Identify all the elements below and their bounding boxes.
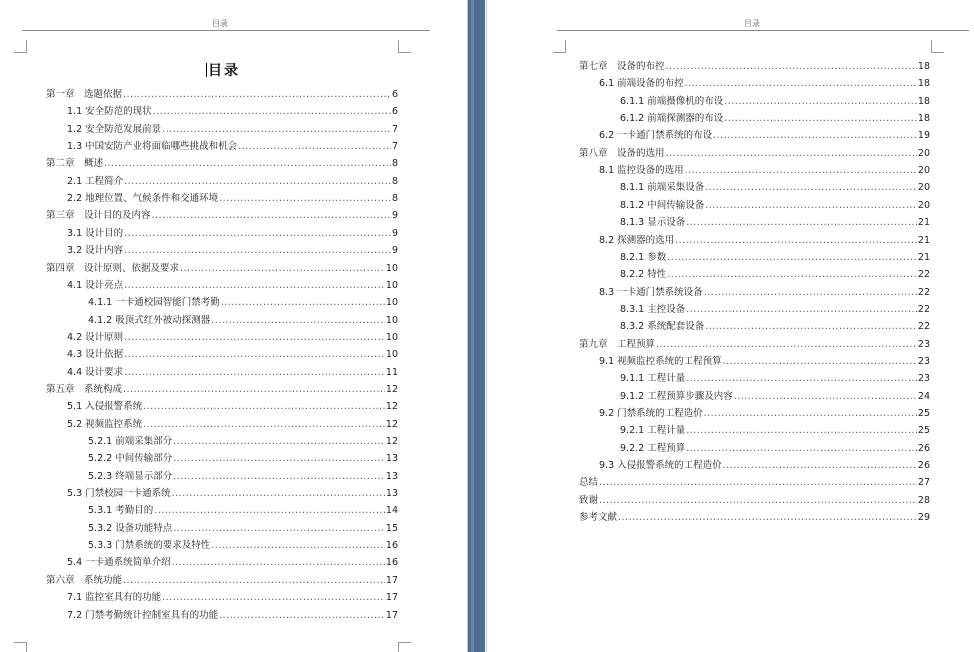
toc-entry-page: 10 <box>385 331 398 343</box>
toc-leader-dots <box>599 493 917 509</box>
toc-entry-page: 20 <box>917 147 930 159</box>
toc-leader-dots <box>686 215 917 231</box>
toc-leader-dots <box>675 233 917 249</box>
toc-entry[interactable] <box>599 354 930 370</box>
toc-leader-dots <box>705 180 917 196</box>
toc-leader-dots <box>123 382 385 398</box>
document-page-left[interactable] <box>0 0 468 652</box>
toc-entry-page: 12 <box>385 436 398 447</box>
toc-entry-page: 25 <box>917 425 930 437</box>
toc-entry-label: 1.1 安全防范的现状 <box>67 106 152 118</box>
toc-leader-dots <box>667 267 917 283</box>
toc-entry[interactable] <box>599 406 930 422</box>
page-header-text: 目录 <box>744 19 760 28</box>
toc-entry-page: 18 <box>917 113 930 125</box>
toc-entry[interactable] <box>67 347 398 363</box>
toc-entry-page: 23 <box>917 338 930 350</box>
page-gap-divider <box>468 0 485 652</box>
toc-entry-page: 18 <box>917 78 930 90</box>
toc-entry-page: 24 <box>917 390 930 402</box>
toc-entry-page: 17 <box>385 592 398 604</box>
toc-entry-page: 28 <box>917 494 930 506</box>
toc-entry[interactable] <box>620 302 930 318</box>
toc-leader-dots <box>154 503 385 519</box>
toc-entry[interactable] <box>620 198 930 214</box>
page-header-rule <box>22 30 430 31</box>
toc-leader-dots <box>685 76 917 92</box>
toc-entry-page: 25 <box>917 408 930 419</box>
toc-leader-dots <box>124 278 385 294</box>
toc-entry-label: 5.1 入侵报警系统 <box>67 401 143 413</box>
toc-entry-label: 8.3 一卡通门禁系统设备 <box>599 286 703 298</box>
toc-entry-label: 8.1 监控设备的选用 <box>599 165 684 177</box>
toc-leader-dots <box>686 302 917 318</box>
toc-entry-page: 21 <box>917 234 930 246</box>
toc-entry-page: 21 <box>917 251 930 263</box>
toc-entry[interactable] <box>599 285 930 301</box>
toc-entry-label: 5.2.2 中间传输部分 <box>88 453 173 465</box>
toc-entry-label: 8.3.1 主控设备 <box>620 303 686 315</box>
toc-entry-page: 13 <box>385 488 398 500</box>
toc-leader-dots <box>124 174 391 190</box>
toc-leader-dots <box>219 191 391 207</box>
toc-entry-page: 10 <box>385 297 398 309</box>
toc-entry[interactable] <box>620 319 930 335</box>
toc-leader-dots <box>221 295 385 311</box>
toc-entry[interactable] <box>620 111 930 127</box>
toc-leader-dots <box>686 423 917 439</box>
toc-entry-page: 12 <box>385 418 398 430</box>
toc-leader-dots <box>599 475 917 491</box>
toc-entry[interactable] <box>579 59 930 75</box>
toc-entry[interactable] <box>88 503 398 519</box>
toc-entry[interactable] <box>67 555 398 571</box>
toc-entry-label: 8.3.2 系统配套设备 <box>620 321 705 333</box>
margin-corner-mark <box>14 40 27 53</box>
toc-entry-label: 总结 <box>579 477 599 489</box>
toc-entry[interactable] <box>579 146 930 162</box>
toc-entry-label: 6.1.2 前端探测器的布设 <box>620 113 724 125</box>
toc-leader-dots <box>104 156 391 172</box>
toc-entry[interactable] <box>620 371 930 387</box>
toc-entry[interactable] <box>46 87 398 103</box>
toc-entry[interactable] <box>67 365 398 381</box>
toc-entry-label: 6.1 前端设备的布控 <box>599 78 684 90</box>
toc-entry-page: 27 <box>917 477 930 489</box>
toc-entry-page: 10 <box>385 314 398 326</box>
toc-entry-page: 16 <box>385 557 398 569</box>
toc-leader-dots <box>734 389 917 405</box>
toc-leader-dots <box>162 122 391 138</box>
toc-entry-page: 22 <box>917 321 930 333</box>
page-header-rule <box>557 30 969 31</box>
toc-leader-dots <box>685 163 917 179</box>
toc-entry[interactable] <box>579 510 930 526</box>
toc-entry-label: 1.3 中国安防产业将面临哪些挑战和机会 <box>67 141 238 153</box>
toc-entry-label: 第六章 系统功能 <box>46 574 123 586</box>
toc-entry-label: 第四章 设计原则、依据及要求 <box>46 262 180 274</box>
toc-entry[interactable] <box>46 156 398 172</box>
toc-entry-label: 5.2.1 前端采集部分 <box>88 436 173 447</box>
toc-entry-page: 8 <box>391 158 398 170</box>
toc-entry[interactable] <box>599 128 930 144</box>
margin-corner-mark <box>14 642 27 652</box>
toc-entry-page: 9 <box>391 245 398 257</box>
toc-entry-label: 7.1 监控室具有的功能 <box>67 592 162 604</box>
toc-entry[interactable] <box>620 180 930 196</box>
toc-leader-dots <box>686 371 917 387</box>
toc-entry-label: 9.1.2 工程预算步骤及内容 <box>620 390 733 402</box>
toc-leader-dots <box>173 434 385 450</box>
toc-entry-label: 2.1 工程简介 <box>67 175 124 187</box>
toc-entry-page: 29 <box>917 512 930 524</box>
toc-entry[interactable] <box>67 174 398 190</box>
toc-entry-label: 参考文献 <box>579 512 618 524</box>
toc-entry[interactable] <box>67 191 398 207</box>
toc-entry-label: 8.1.1 前端采集设备 <box>620 182 705 194</box>
toc-entry-page: 17 <box>385 609 398 621</box>
toc-entry-label: 9.1.1 工程计量 <box>620 373 686 385</box>
toc-entry[interactable] <box>579 337 930 353</box>
toc-entry-label: 5.3.3 门禁系统的要求及特性 <box>88 540 211 552</box>
toc-entry[interactable] <box>67 417 398 433</box>
toc-entry[interactable] <box>620 441 930 457</box>
margin-corner-mark <box>398 642 411 652</box>
toc-entry[interactable] <box>67 608 398 624</box>
toc-leader-dots <box>152 208 391 224</box>
toc-entry-page: 26 <box>917 442 930 454</box>
text-cursor <box>206 63 207 77</box>
toc-entry-page: 26 <box>917 460 930 472</box>
toc-entry-page: 21 <box>917 217 930 229</box>
toc-leader-dots <box>686 441 917 457</box>
toc-entry-label: 第五章 系统构成 <box>46 383 123 395</box>
toc-entry-page: 9 <box>391 227 398 239</box>
toc-entry-page: 20 <box>917 199 930 211</box>
margin-corner-mark <box>398 40 411 53</box>
toc-entry-label: 3.1 设计目的 <box>67 227 124 239</box>
toc-entry-label: 4.3 设计依据 <box>67 349 124 361</box>
toc-entry[interactable] <box>620 94 930 110</box>
toc-entry-label: 9.1 视频监控系统的工程预算 <box>599 355 722 367</box>
toc-entry-label: 第一章 选题依据 <box>46 89 123 100</box>
toc-leader-dots <box>123 573 385 589</box>
toc-entry[interactable] <box>599 233 930 249</box>
toc-leader-dots <box>666 146 917 162</box>
toc-entry[interactable] <box>67 122 398 138</box>
toc-entry[interactable] <box>88 521 398 537</box>
toc-leader-dots <box>666 59 917 75</box>
toc-entry-page: 10 <box>385 279 398 291</box>
toc-leader-dots <box>143 399 385 415</box>
toc-entry-label: 5.3.2 设备功能特点 <box>88 522 173 534</box>
toc-entry-label: 9.2 门禁系统的工程造价 <box>599 408 703 419</box>
toc-entry-label: 4.1 设计亮点 <box>67 279 124 291</box>
toc-leader-dots <box>219 608 385 624</box>
toc-leader-dots <box>124 347 385 363</box>
toc-entry[interactable] <box>67 399 398 415</box>
toc-entry-page: 13 <box>385 453 398 465</box>
toc-entry[interactable] <box>599 458 930 474</box>
toc-entry[interactable] <box>67 330 398 346</box>
toc-entry-page: 10 <box>385 262 398 274</box>
toc-leader-dots <box>705 319 917 335</box>
toc-entry[interactable] <box>67 243 398 259</box>
toc-leader-dots <box>704 285 917 301</box>
toc-entry[interactable] <box>46 261 398 277</box>
toc-entry-label: 第九章 工程预算 <box>579 338 656 350</box>
page-header-text: 目录 <box>212 19 228 28</box>
toc-entry-label: 4.2 设计原则 <box>67 331 124 343</box>
toc-entry[interactable] <box>620 423 930 439</box>
toc-entry-label: 5.3 门禁校园一卡通系统 <box>67 488 171 500</box>
toc-entry[interactable] <box>88 434 398 450</box>
toc-entry-page: 19 <box>917 130 930 142</box>
toc-leader-dots <box>173 451 385 467</box>
toc-leader-dots <box>180 261 385 277</box>
margin-corner-mark <box>931 40 944 53</box>
toc-leader-dots <box>172 555 385 571</box>
toc-leader-dots <box>124 365 385 381</box>
toc-leader-dots <box>723 354 917 370</box>
toc-entry[interactable] <box>67 226 398 242</box>
toc-leader-dots <box>211 538 385 554</box>
toc-entry-label: 6.2 一卡通门禁系统的布设 <box>599 130 713 142</box>
toc-entry-page: 11 <box>385 366 398 378</box>
toc-leader-dots <box>153 104 391 120</box>
toc-entry[interactable] <box>67 590 398 606</box>
toc-entry-label: 1.2 安全防范发展前景 <box>67 123 162 135</box>
toc-entry-page: 9 <box>391 210 398 222</box>
toc-entry-page: 22 <box>917 286 930 298</box>
toc-leader-dots <box>143 417 385 433</box>
toc-entry-label: 5.2 视频监控系统 <box>67 418 143 430</box>
toc-entry[interactable] <box>67 104 398 120</box>
toc-leader-dots <box>123 87 391 103</box>
toc-title-text: 目录 <box>208 63 240 79</box>
toc-leader-dots <box>173 469 385 485</box>
toc-entry[interactable] <box>46 573 398 589</box>
toc-entry[interactable] <box>67 278 398 294</box>
toc-entry-label: 4.1.1 一卡通校园智能门禁考勤 <box>88 297 220 309</box>
toc-entry-page: 8 <box>391 175 398 187</box>
margin-corner-mark <box>553 40 566 53</box>
toc-entry[interactable] <box>88 313 398 329</box>
toc-leader-dots <box>713 128 917 144</box>
toc-entry[interactable] <box>599 76 930 92</box>
toc-entry-page: 12 <box>385 383 398 395</box>
toc-entry[interactable] <box>620 267 930 283</box>
toc-entry-label: 2.2 地理位置、气候条件和交通环境 <box>67 193 219 205</box>
toc-title <box>206 60 240 80</box>
toc-entry-label: 8.2.1 参数 <box>620 251 667 263</box>
toc-leader-dots <box>618 510 917 526</box>
toc-entry[interactable] <box>579 493 930 509</box>
document-page-right[interactable] <box>486 0 974 652</box>
toc-entry-page: 20 <box>917 165 930 177</box>
toc-entry-page: 13 <box>385 470 398 482</box>
toc-entry-page: 23 <box>917 373 930 385</box>
toc-entry-page: 7 <box>391 123 398 135</box>
toc-leader-dots <box>667 250 917 266</box>
toc-leader-dots <box>124 226 391 242</box>
toc-entry-page: 23 <box>917 355 930 367</box>
toc-entry-label: 4.4 设计要求 <box>67 366 124 378</box>
toc-entry-page: 12 <box>385 401 398 413</box>
toc-entry-label: 9.2.1 工程计量 <box>620 425 686 437</box>
toc-entry-page: 18 <box>917 95 930 107</box>
toc-leader-dots <box>211 313 385 329</box>
toc-entry-label: 5.4 一卡通系统简单介绍 <box>67 557 171 569</box>
toc-entry[interactable] <box>620 215 930 231</box>
toc-entry-label: 3.2 设计内容 <box>67 245 124 257</box>
toc-entry-label: 8.1.3 显示设备 <box>620 217 686 229</box>
toc-entry-page: 17 <box>385 574 398 586</box>
toc-entry-page: 22 <box>917 269 930 281</box>
toc-entry-label: 8.2 探测器的选用 <box>599 234 675 246</box>
toc-entry-label: 6.1.1 前端摄像机的布设 <box>620 95 724 107</box>
toc-entry-label: 第七章 设备的布控 <box>579 61 665 72</box>
toc-entry-label: 8.1.2 中间传输设备 <box>620 199 705 211</box>
toc-leader-dots <box>162 590 385 606</box>
toc-leader-dots <box>172 486 385 502</box>
toc-entry[interactable] <box>620 389 930 405</box>
toc-entry-label: 致谢 <box>579 494 599 506</box>
toc-leader-dots <box>173 521 385 537</box>
toc-entry-label: 8.2.2 特性 <box>620 269 667 281</box>
toc-leader-dots <box>724 111 917 127</box>
toc-entry-label: 5.3.1 考勤目的 <box>88 505 154 517</box>
toc-entry-page: 10 <box>385 349 398 361</box>
toc-entry-label: 7.2 门禁考勤统计控制室具有的功能 <box>67 609 219 621</box>
toc-entry-page: 8 <box>391 193 398 205</box>
toc-entry-label: 4.1.2 吸顶式红外被动探测器 <box>88 314 211 326</box>
toc-entry-page: 7 <box>391 141 398 153</box>
toc-entry[interactable] <box>46 208 398 224</box>
toc-entry[interactable] <box>88 295 398 311</box>
toc-entry[interactable] <box>599 163 930 179</box>
toc-entry-label: 第八章 设备的选用 <box>579 147 665 159</box>
toc-leader-dots <box>656 337 917 353</box>
toc-leader-dots <box>238 139 391 155</box>
toc-entry[interactable] <box>88 451 398 467</box>
toc-entry-label: 第三章 设计目的及内容 <box>46 210 151 222</box>
toc-entry-label: 9.3 入侵报警系统的工程造价 <box>599 460 722 472</box>
toc-entry-page: 6 <box>391 89 398 100</box>
toc-entry[interactable] <box>88 469 398 485</box>
toc-entry[interactable] <box>46 382 398 398</box>
toc-entry-page: 18 <box>917 61 930 72</box>
toc-entry-label: 9.2.2 工程预算 <box>620 442 686 454</box>
toc-entry[interactable] <box>579 475 930 491</box>
toc-leader-dots <box>704 406 917 422</box>
toc-entry[interactable] <box>620 250 930 266</box>
toc-entry[interactable] <box>67 486 398 502</box>
toc-entry-page: 14 <box>385 505 398 517</box>
toc-leader-dots <box>724 94 917 110</box>
toc-leader-dots <box>705 198 917 214</box>
toc-entry-page: 20 <box>917 182 930 194</box>
toc-entry-page: 22 <box>917 303 930 315</box>
toc-leader-dots <box>723 458 917 474</box>
toc-leader-dots <box>124 330 385 346</box>
toc-entry-page: 16 <box>385 540 398 552</box>
toc-entry-label: 第二章 概述 <box>46 158 104 170</box>
toc-entry-page: 15 <box>385 522 398 534</box>
toc-leader-dots <box>124 243 391 259</box>
toc-entry[interactable] <box>67 139 398 155</box>
toc-entry[interactable] <box>88 538 398 554</box>
toc-entry-label: 5.2.3 终端显示部分 <box>88 470 173 482</box>
toc-entry-page: 6 <box>391 106 398 118</box>
